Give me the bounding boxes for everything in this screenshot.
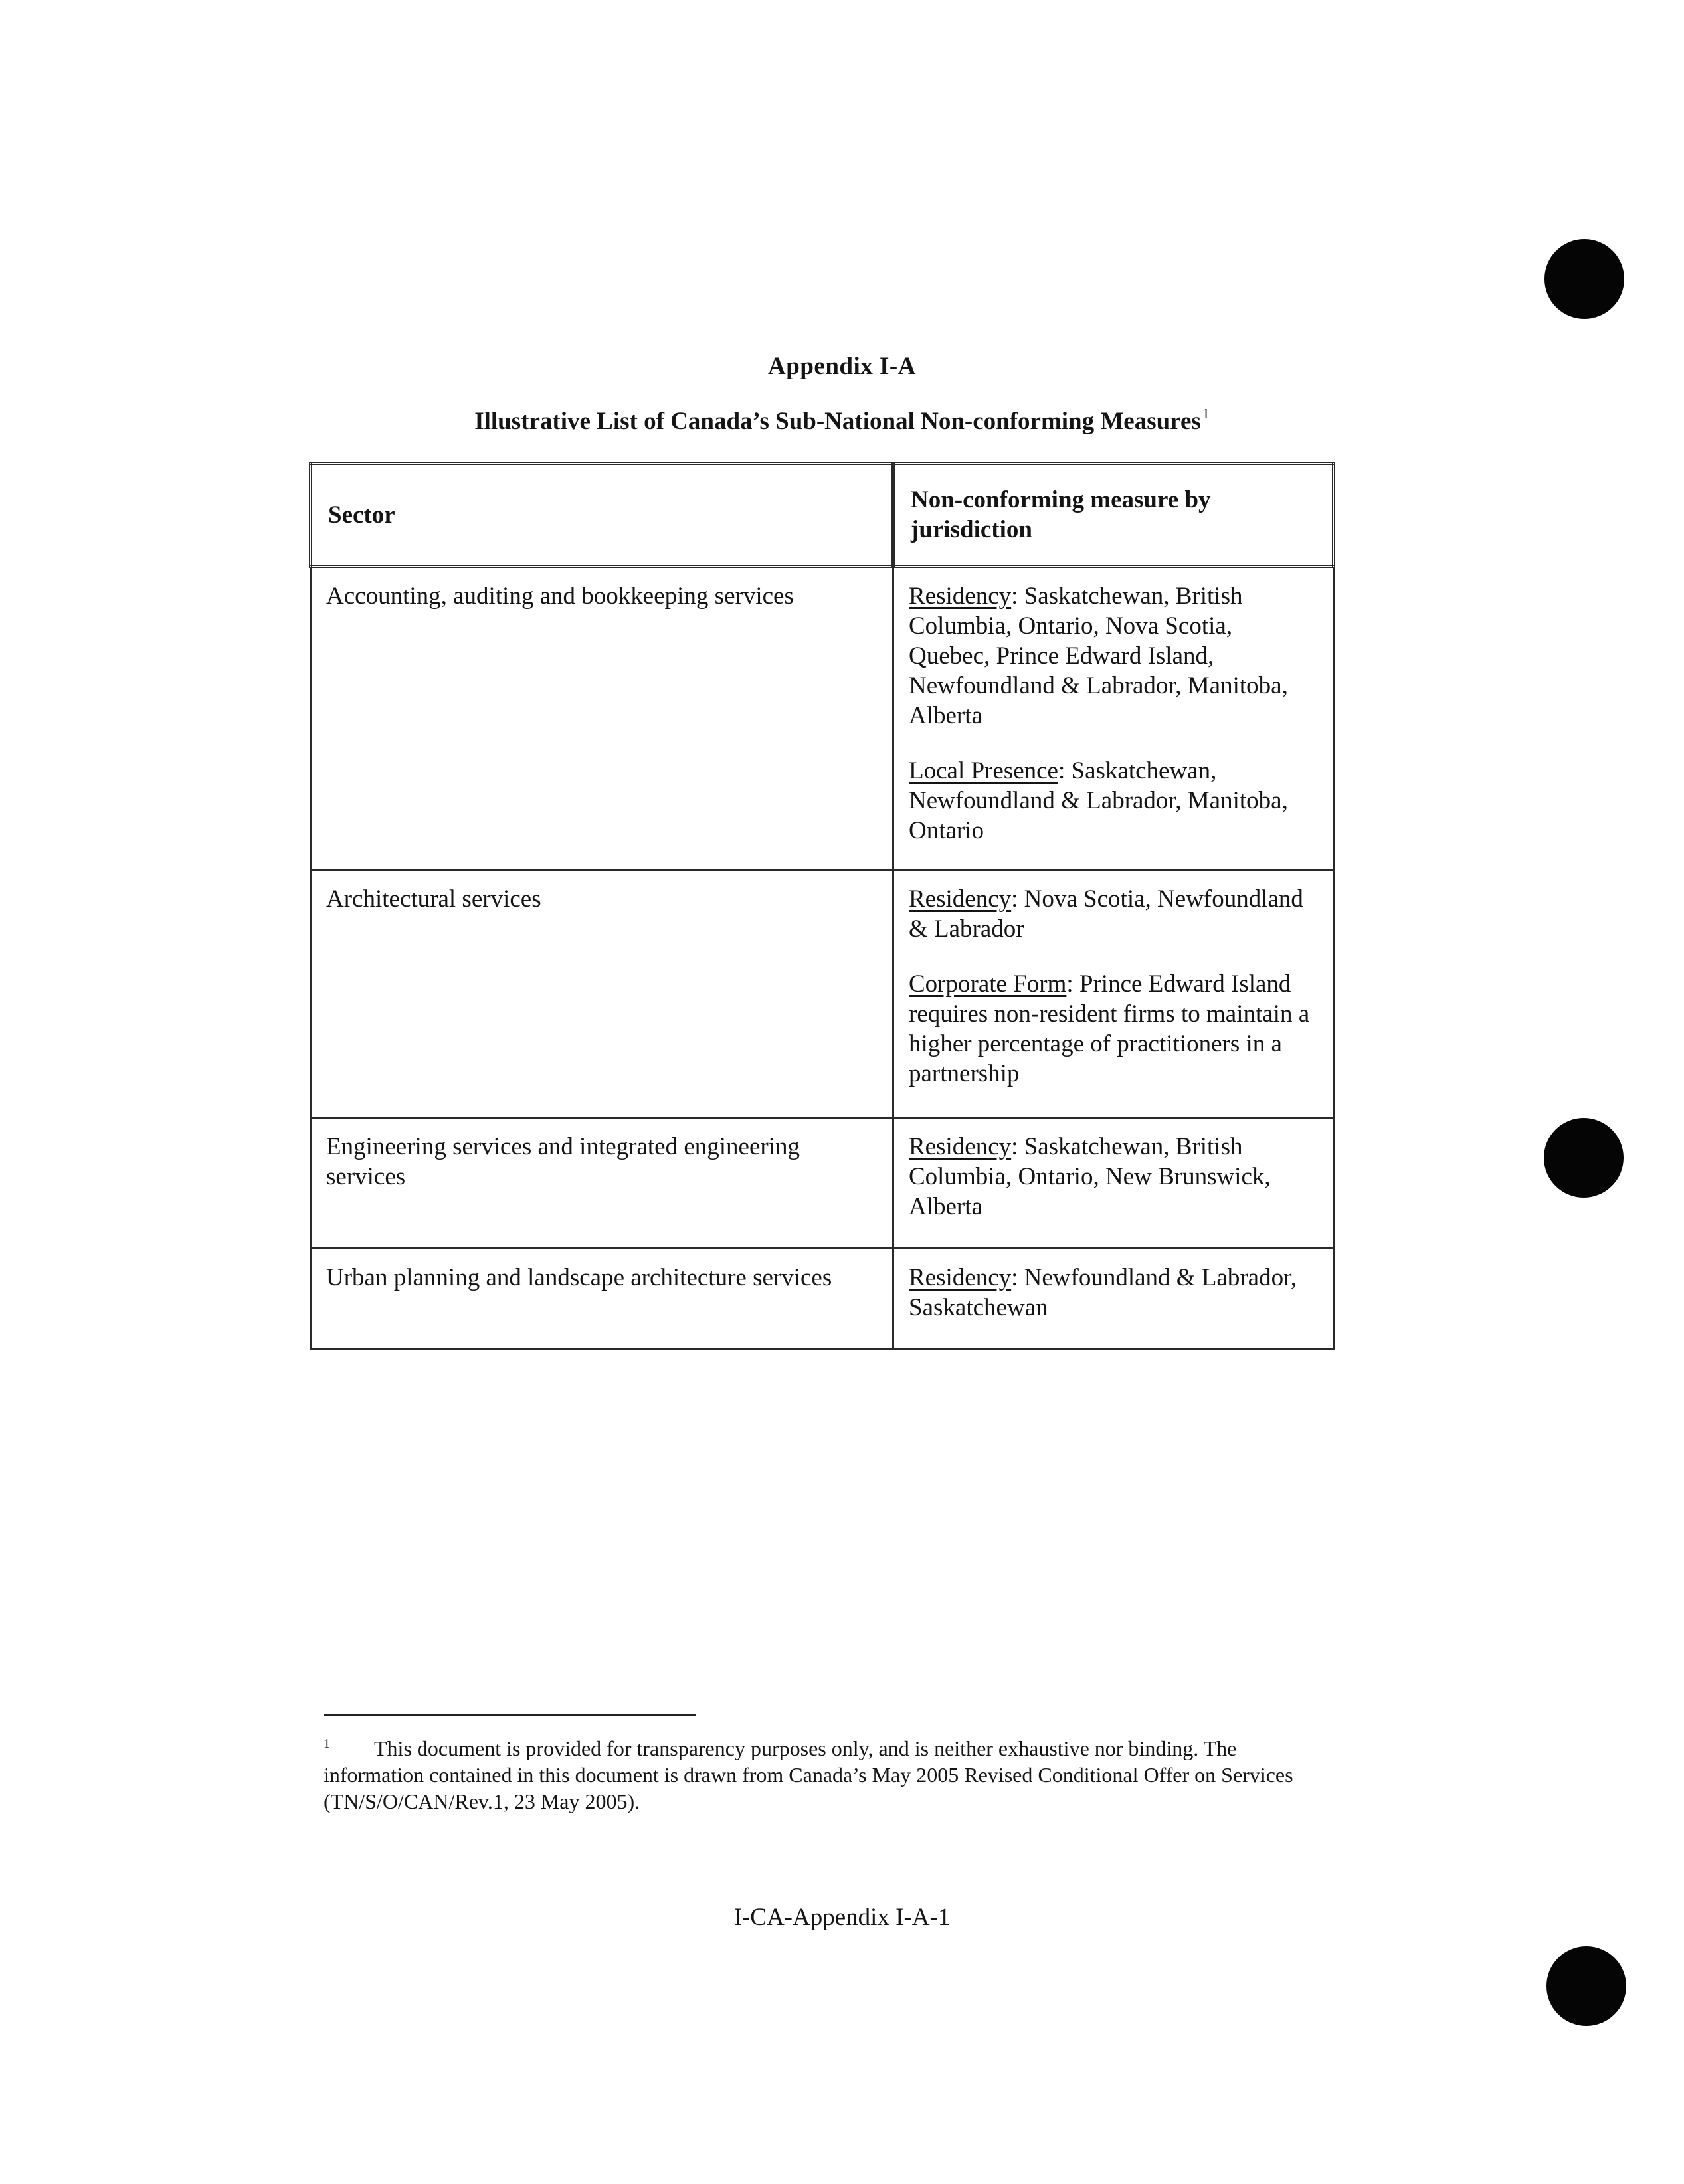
appendix-title: Appendix I-A [768, 353, 916, 380]
measures-table [309, 462, 1335, 1350]
header-sector-label: Sector [328, 501, 395, 529]
measure-text: : Prince Edward Island requires non-resident firms to maintain a higher percentage of practitioners in a partnership [909, 970, 1310, 1087]
measure-item [909, 1132, 1318, 1222]
table-row [311, 1118, 1334, 1249]
footnote [324, 1730, 1327, 1815]
measure-item [909, 884, 1318, 944]
footnote-reference[interactable]: 1 [1202, 405, 1210, 422]
measure-text: : Saskatchewan, British Columbia, Ontario, Nova Scotia, Quebec, Prince Edward Island, Newfoundland & Labrador, Manitoba, Alberta [909, 583, 1288, 729]
table-row [311, 870, 1334, 1118]
header-measure [893, 464, 1334, 567]
measure-text: : Newfoundland & Labrador, Saskatchewan [909, 1264, 1297, 1321]
footnote-text: This document is provided for transparency purposes only, and is neither exhaustive nor binding. The information contained in this document is drawn from Canada’s May 2005 Revised Conditional Offer on Services (TN/S/O/CAN/Rev.1, 23 May 2005). [324, 1736, 1293, 1813]
sector-cell: Accounting, auditing and bookkeeping services [311, 567, 893, 870]
header-sector [311, 464, 893, 567]
measure-item [909, 581, 1318, 731]
table-row [311, 567, 1334, 870]
measure-item [909, 1263, 1318, 1322]
table-row [311, 1249, 1334, 1350]
header-measure-label: Non-conforming measure by jurisdiction [911, 486, 1211, 543]
measure-cell [893, 870, 1334, 1118]
footnote-separator [324, 1714, 696, 1716]
binder-hole-bottom [1546, 1946, 1626, 2026]
measure-type: Residency [909, 1133, 1012, 1160]
measure-text: : Nova Scotia, Newfoundland & Labrador [909, 885, 1303, 943]
sector-cell: Architectural services [311, 870, 893, 1118]
measure-type: Residency [909, 1264, 1012, 1291]
footnote-marker: 1 [324, 1736, 330, 1751]
measure-type: Residency [909, 885, 1012, 913]
measure-text: : Saskatchewan, Newfoundland & Labrador, Manitoba, Ontario [909, 757, 1288, 844]
sector-cell: Urban planning and landscape architecture services [311, 1249, 893, 1350]
page-number: I-CA-Appendix I-A-1 [733, 1904, 951, 1931]
measure-item [909, 969, 1318, 1089]
measure-cell [893, 1118, 1334, 1249]
binder-hole-middle [1544, 1118, 1624, 1198]
table-header-row [311, 464, 1334, 567]
measure-text: : Saskatchewan, British Columbia, Ontario, New Brunswick, Alberta [909, 1133, 1271, 1220]
measure-type: Corporate Form [909, 970, 1067, 998]
measure-cell [893, 567, 1334, 870]
measure-item [909, 756, 1318, 846]
binder-hole-top [1544, 239, 1624, 319]
measure-type: Local Presence [909, 757, 1058, 784]
sector-cell: Engineering services and integrated engineering services [311, 1118, 893, 1249]
measure-type: Residency [909, 583, 1012, 610]
list-title-text: Illustrative List of Canada’s Sub-National Non-conforming Measures [474, 408, 1201, 435]
list-title [0, 405, 1684, 436]
measure-cell [893, 1249, 1334, 1350]
